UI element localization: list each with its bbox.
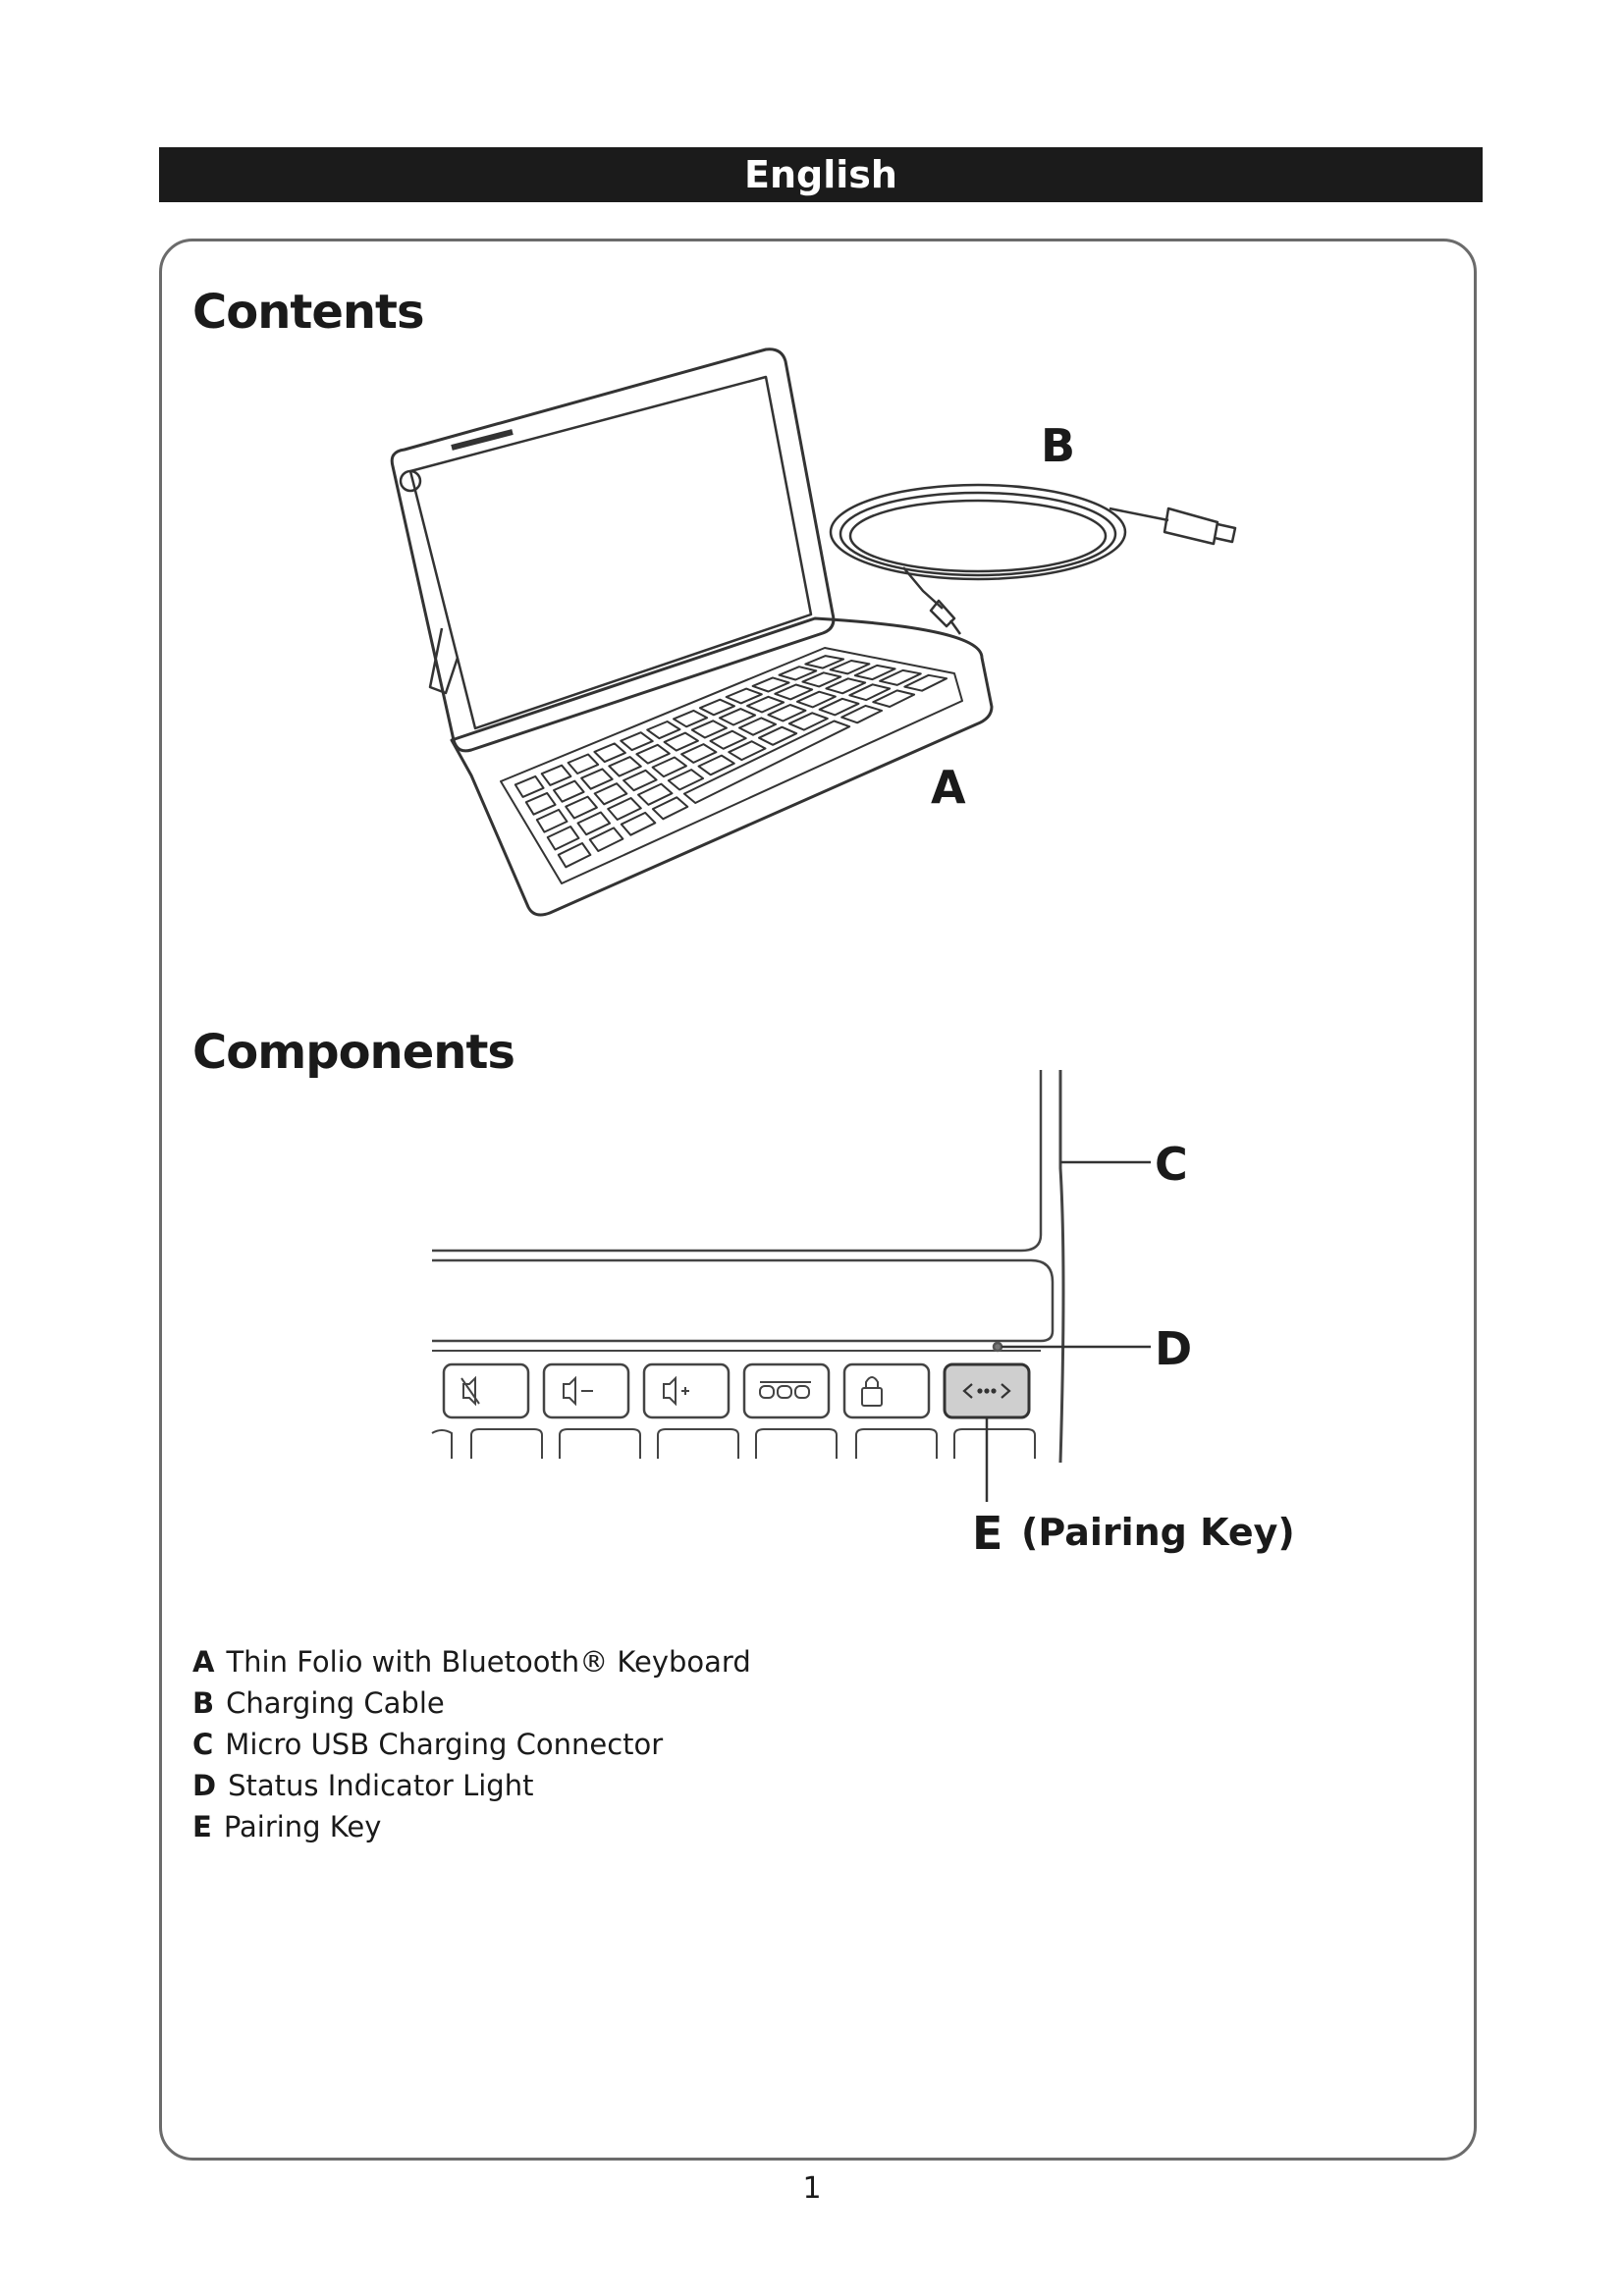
key-cap bbox=[609, 757, 641, 776]
status-indicator-light bbox=[994, 1343, 1001, 1351]
callout-e: E bbox=[972, 1507, 1003, 1560]
key-cap bbox=[636, 745, 669, 764]
key-cap bbox=[568, 755, 599, 774]
key-cap bbox=[566, 797, 597, 819]
contents-illustration bbox=[353, 334, 1296, 942]
app-switch-icon bbox=[760, 1382, 811, 1398]
legend-letter: B bbox=[192, 1686, 215, 1720]
volume-up-icon bbox=[664, 1378, 689, 1404]
components-illustration bbox=[412, 1070, 1296, 1580]
key-cap bbox=[594, 743, 625, 762]
legend-row-d bbox=[192, 1765, 751, 1806]
key-cap bbox=[537, 810, 568, 832]
key-cap bbox=[674, 711, 707, 726]
lock-icon bbox=[862, 1377, 882, 1406]
legend-text: Status Indicator Light bbox=[228, 1769, 534, 1802]
legend-letter: C bbox=[192, 1728, 214, 1761]
key-cap bbox=[700, 700, 734, 716]
legend-text: Micro USB Charging Connector bbox=[225, 1728, 664, 1761]
callout-b: B bbox=[1041, 419, 1076, 472]
page-number: 1 bbox=[802, 2171, 822, 2206]
key-cap bbox=[515, 776, 544, 797]
legend-row-b bbox=[192, 1682, 751, 1724]
contents-heading: Contents bbox=[192, 285, 424, 340]
legend-letter: A bbox=[192, 1645, 215, 1679]
volume-down-icon bbox=[564, 1378, 593, 1404]
legend-row-c bbox=[192, 1724, 751, 1765]
legend-text: Thin Folio with Bluetooth® Keyboard bbox=[226, 1645, 751, 1679]
mute-icon bbox=[461, 1378, 479, 1404]
components-heading: Components bbox=[192, 1025, 514, 1080]
legend-row-a bbox=[192, 1641, 751, 1682]
language-header: English bbox=[159, 147, 1483, 202]
key-cap bbox=[581, 769, 613, 788]
key-cap bbox=[621, 732, 652, 750]
legend-row-e bbox=[192, 1806, 751, 1847]
legend-letter: E bbox=[192, 1810, 212, 1843]
legend-text: Charging Cable bbox=[226, 1686, 445, 1720]
key-cap bbox=[542, 766, 571, 785]
key-cap bbox=[595, 783, 627, 804]
callout-a: A bbox=[931, 761, 966, 814]
function-row bbox=[444, 1364, 1029, 1417]
callout-d: D bbox=[1155, 1322, 1193, 1375]
charging-cable bbox=[831, 485, 1235, 634]
key-cap bbox=[526, 793, 556, 815]
legend bbox=[192, 1641, 751, 1847]
legend-text: Pairing Key bbox=[223, 1810, 382, 1843]
folio-keyboard bbox=[452, 618, 992, 915]
key-cap bbox=[647, 721, 679, 738]
second-key-row bbox=[432, 1429, 1035, 1459]
legend-letter: D bbox=[192, 1769, 217, 1802]
key-cap bbox=[554, 781, 584, 802]
callout-c: C bbox=[1155, 1138, 1188, 1191]
callout-e-note: (Pairing Key) bbox=[1021, 1511, 1295, 1554]
